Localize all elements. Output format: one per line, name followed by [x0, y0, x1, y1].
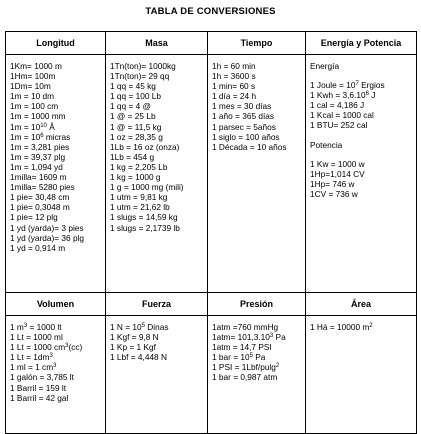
conversion-text: 1m = 100 cm [10, 101, 59, 112]
conversion-text: micras [43, 131, 71, 142]
conversion-line [110, 132, 203, 142]
conversion-line [10, 332, 101, 342]
conversion-text: 1 Lt = 1000 cm [10, 342, 66, 353]
conversion-line [310, 61, 412, 71]
conversion-line [110, 182, 203, 192]
conversion-text: 1 @ = 25 Lb [110, 111, 156, 122]
exponent: 5 [249, 353, 253, 360]
conversion-text: Pa [273, 332, 286, 343]
conversion-text: 1 Kw = 1000 w [310, 158, 365, 169]
exponent: 3 [23, 323, 28, 329]
conversion-text: 1 PSI = 1Lbf/pulg [212, 362, 276, 373]
conversion-line [310, 140, 412, 150]
conversion-text: 1 slugs = 2,1739 lb [110, 222, 180, 233]
conversion-line [10, 111, 101, 121]
conversion-line [10, 362, 101, 372]
conversion-text: 1 min= 60 s [212, 81, 256, 92]
conversion-text: 1 m [10, 322, 24, 332]
conversion-text: 1 utm = 9,81 kg [110, 192, 168, 203]
cell-tiempo [208, 55, 306, 293]
conversion-line [10, 71, 101, 81]
conversion-line [10, 383, 101, 393]
conversion-text: 1 utm = 21,62 lb [110, 202, 170, 213]
conversion-text: 1 yd (yarda)= 3 pies [10, 222, 84, 233]
conversion-text: 1 parsec = 5años [212, 121, 276, 132]
conversion-line [212, 91, 301, 101]
exponent: 6 [365, 91, 369, 98]
conversion-line [310, 80, 412, 90]
conversion-line [10, 192, 101, 202]
spacer [310, 71, 412, 80]
conversion-text: Energía [310, 61, 340, 71]
spacer [310, 150, 412, 159]
conversion-line [10, 81, 101, 91]
conversion-text: 1h = 3600 s [212, 71, 256, 82]
conversion-text: 1 Kp = 1 Kgf [110, 342, 156, 353]
header-area: Área [306, 293, 417, 316]
conversion-text: 1CV = 736 w [310, 188, 358, 199]
header-tiempo: Tiempo [208, 32, 306, 55]
conversion-line [10, 393, 101, 403]
conversion-text: 1 Lt = 1000 ml [10, 332, 63, 343]
conversion-line [310, 90, 412, 100]
conversion-text: 1 kg = 1000 g [110, 172, 161, 183]
conversion-line [10, 152, 101, 162]
conversion-text: 1h = 60 min [212, 61, 256, 71]
conversion-text: 1 pie= 0,3048 m [10, 202, 70, 213]
conversion-text: Dinas [144, 322, 169, 332]
exponent: 2 [275, 363, 280, 370]
header-longitud: Longitud [6, 32, 106, 55]
conversion-line [10, 202, 101, 212]
conversion-line [10, 122, 101, 132]
cell-masa [106, 55, 208, 293]
cell-presion [208, 316, 306, 434]
conversion-text: 1m = 1000 mm [10, 111, 66, 122]
conversion-line [212, 111, 301, 121]
conversion-line [212, 122, 301, 132]
conversion-line [212, 372, 301, 382]
conversion-text: Ergios [358, 80, 385, 91]
cell-fuerza [106, 316, 208, 434]
conversion-line [10, 172, 101, 182]
exponent: 2 [369, 323, 373, 329]
conversion-text: 1 g = 1000 mg (mili) [110, 182, 184, 193]
conversion-text: 1 Lt = 1dm [10, 352, 50, 363]
conversion-text: 1milla= 1609 m [10, 172, 67, 183]
conversion-text: 1 día = 24 h [212, 91, 257, 102]
conversion-line [212, 71, 301, 81]
conversion-text: 1 qq = 45 kg [110, 81, 156, 92]
conversion-line [110, 223, 203, 233]
conversion-text: 1 pie= 12 plg [10, 212, 58, 223]
spacer [310, 131, 412, 140]
exponent: 10 [40, 122, 47, 129]
conversion-text: 1 bar = 0,987 atm [212, 372, 278, 383]
conversion-text: 1 siglo = 100 años [212, 131, 280, 142]
conversion-text: 1 qq = 4 @ [110, 101, 151, 112]
conversion-line [212, 142, 301, 152]
conversion-line [10, 91, 101, 101]
conversion-text: 1 Kgf = 9,8 N [110, 332, 159, 343]
conversion-line [10, 322, 101, 332]
conversion-text: 1m = 10 [10, 121, 41, 132]
conversion-line [110, 91, 203, 101]
conversion-text: 1 yd = 0,914 m [10, 242, 66, 253]
conversion-line [310, 110, 412, 120]
cell-longitud [6, 55, 106, 293]
conversion-line [110, 122, 203, 132]
conversion-text: 1atm= 101,3.10 [212, 332, 270, 343]
conversion-text: 1 qq = 100 Lb [110, 91, 161, 102]
conversion-line [110, 142, 203, 152]
exponent: 3 [65, 343, 69, 350]
conversion-text: Å [46, 121, 55, 132]
exponent: 5 [141, 323, 145, 329]
conversion-text: 1 BTU= 252 cal [310, 120, 368, 131]
conversion-line [10, 212, 101, 222]
conversion-text: 1 mes = 30 días [212, 101, 272, 112]
cell-energia-potencia [306, 55, 417, 293]
conversion-line [110, 212, 203, 222]
conversion-line [110, 61, 203, 71]
conversion-line [212, 352, 301, 362]
conversion-line [10, 101, 101, 111]
conversion-text: 1m = 10 dm [10, 91, 55, 102]
conversion-text: 1 Joule = 10 [310, 80, 356, 91]
conversion-line [10, 342, 101, 352]
conversion-text: 1Lb = 454 g [110, 151, 155, 162]
conversion-line [110, 332, 203, 342]
conversion-text: 1 yd (yarda)= 36 plg [10, 232, 85, 243]
conversion-text: 1Tn(ton)= 1000kg [110, 61, 176, 71]
conversion-text: 1 bar = 10 [212, 352, 250, 363]
content-row-bottom [6, 316, 417, 434]
conversion-line [212, 342, 301, 352]
conversion-text: 1Hp=1,014 CV [310, 168, 365, 179]
conversion-text: 1 Lbf = 4,448 N [110, 352, 167, 363]
conversion-text: J [368, 90, 376, 101]
conversion-line [10, 61, 101, 71]
conversion-line [310, 120, 412, 130]
conversion-line [110, 342, 203, 352]
exponent: 3 [269, 333, 274, 340]
conversion-line [10, 233, 101, 243]
conversion-text: 1 cal = 4,186 J [310, 100, 365, 111]
conversion-text: 1 Kwh = 3,6.10 [310, 90, 366, 101]
conversion-line [110, 81, 203, 91]
conversion-text: 1m = 10 [10, 131, 41, 142]
conversion-line [110, 192, 203, 202]
conversion-line [10, 182, 101, 192]
conversion-text: 1 Barril = 159 lt [10, 382, 67, 393]
conversion-line [310, 159, 412, 169]
conversion-text: 1atm = 14,7 PSI [212, 342, 272, 353]
header-volumen: Volumen [6, 293, 106, 316]
conversion-line [212, 81, 301, 91]
conversion-line [310, 100, 412, 110]
cell-volumen [6, 316, 106, 434]
conversion-text: 1Tn(ton)= 29 qq [110, 71, 170, 82]
conversion-text: 1 @ = 11,5 kg [110, 121, 162, 132]
conversion-line [10, 223, 101, 233]
conversion-text: 1 galón = 3,785 lt [10, 372, 74, 383]
conversion-line [110, 202, 203, 212]
conversion-line [310, 169, 412, 179]
conversion-line [310, 189, 412, 199]
cell-area [306, 316, 417, 434]
conversion-line [10, 352, 101, 362]
header-energia-potencia: Energía y Potencia [306, 32, 417, 55]
conversion-line [310, 179, 412, 189]
conversion-text: 1 pie= 30,48 cm [10, 192, 70, 203]
conversion-text: 1 Barril = 42 gal [10, 392, 69, 403]
exponent: 3 [53, 363, 57, 370]
conversion-text: 1 Há = 10000 m [310, 322, 370, 332]
conversion-line [110, 172, 203, 182]
conversion-line [10, 243, 101, 253]
content-row-top [6, 55, 417, 293]
conversion-line [110, 352, 203, 362]
conversion-text: 1 oz = 28,35 g [110, 131, 163, 142]
conversion-text: 1milla= 5280 pies [10, 182, 75, 193]
exponent: 6 [40, 132, 44, 139]
conversion-text: 1m = 3,281 pies [10, 141, 70, 152]
document-title: TABLA DE CONVERSIONES [145, 6, 276, 17]
conversion-text: Pa [252, 352, 266, 363]
conversion-text: 1 kg = 2,205 Lb [110, 161, 168, 172]
conversion-line [110, 322, 203, 332]
conversion-text: (cc) [68, 342, 83, 353]
conversion-line [212, 362, 301, 372]
conversion-line [110, 152, 203, 162]
conversion-line [10, 142, 101, 152]
conversion-text: 1 Kcal = 1000 cal [310, 110, 374, 121]
conversion-line [10, 372, 101, 382]
conversion-line [10, 162, 101, 172]
conversion-text: 1Lb = 16 oz (onza) [110, 141, 180, 152]
conversion-text: 1Km= 1000 m [10, 61, 62, 71]
conversion-text: 1atm =760 mmHg [212, 322, 279, 332]
exponent: 7 [355, 81, 359, 88]
conversion-line [212, 332, 301, 342]
conversion-line [310, 322, 412, 332]
header-row-top [6, 32, 417, 55]
conversion-line [110, 162, 203, 172]
conversion-line [212, 132, 301, 142]
conversion-line [110, 101, 203, 111]
header-presion: Presión [208, 293, 306, 316]
conversion-text: 1Hp= 746 w [310, 178, 355, 189]
conversion-text: 1 ml = 1 cm [10, 362, 54, 373]
header-row-bottom [6, 293, 417, 316]
conversion-line [110, 71, 203, 81]
header-fuerza: Fuerza [106, 293, 208, 316]
conversion-text: 1Hm= 100m [10, 71, 56, 82]
conversion-table [5, 31, 417, 434]
conversion-text: 1Dm= 10m [10, 81, 51, 92]
header-masa: Masa [106, 32, 208, 55]
conversion-line [10, 132, 101, 142]
conversion-line [212, 61, 301, 71]
conversion-text: 1 slugs = 14,59 kg [110, 212, 178, 223]
conversion-text: 1m = 39,37 plg [10, 151, 66, 162]
conversion-line [110, 111, 203, 121]
conversion-text: 1m = 1,094 yd [10, 161, 63, 172]
conversion-line [212, 101, 301, 111]
conversion-text: = 1000 lt [27, 322, 62, 332]
exponent: 3 [49, 353, 53, 360]
conversion-text: 1 N = 10 [110, 322, 142, 332]
conversion-text: 1 año = 365 días [212, 111, 275, 122]
conversion-text: Potencia [310, 139, 343, 150]
conversion-line [212, 322, 301, 332]
conversion-text: 1 Década = 10 años [212, 141, 287, 152]
